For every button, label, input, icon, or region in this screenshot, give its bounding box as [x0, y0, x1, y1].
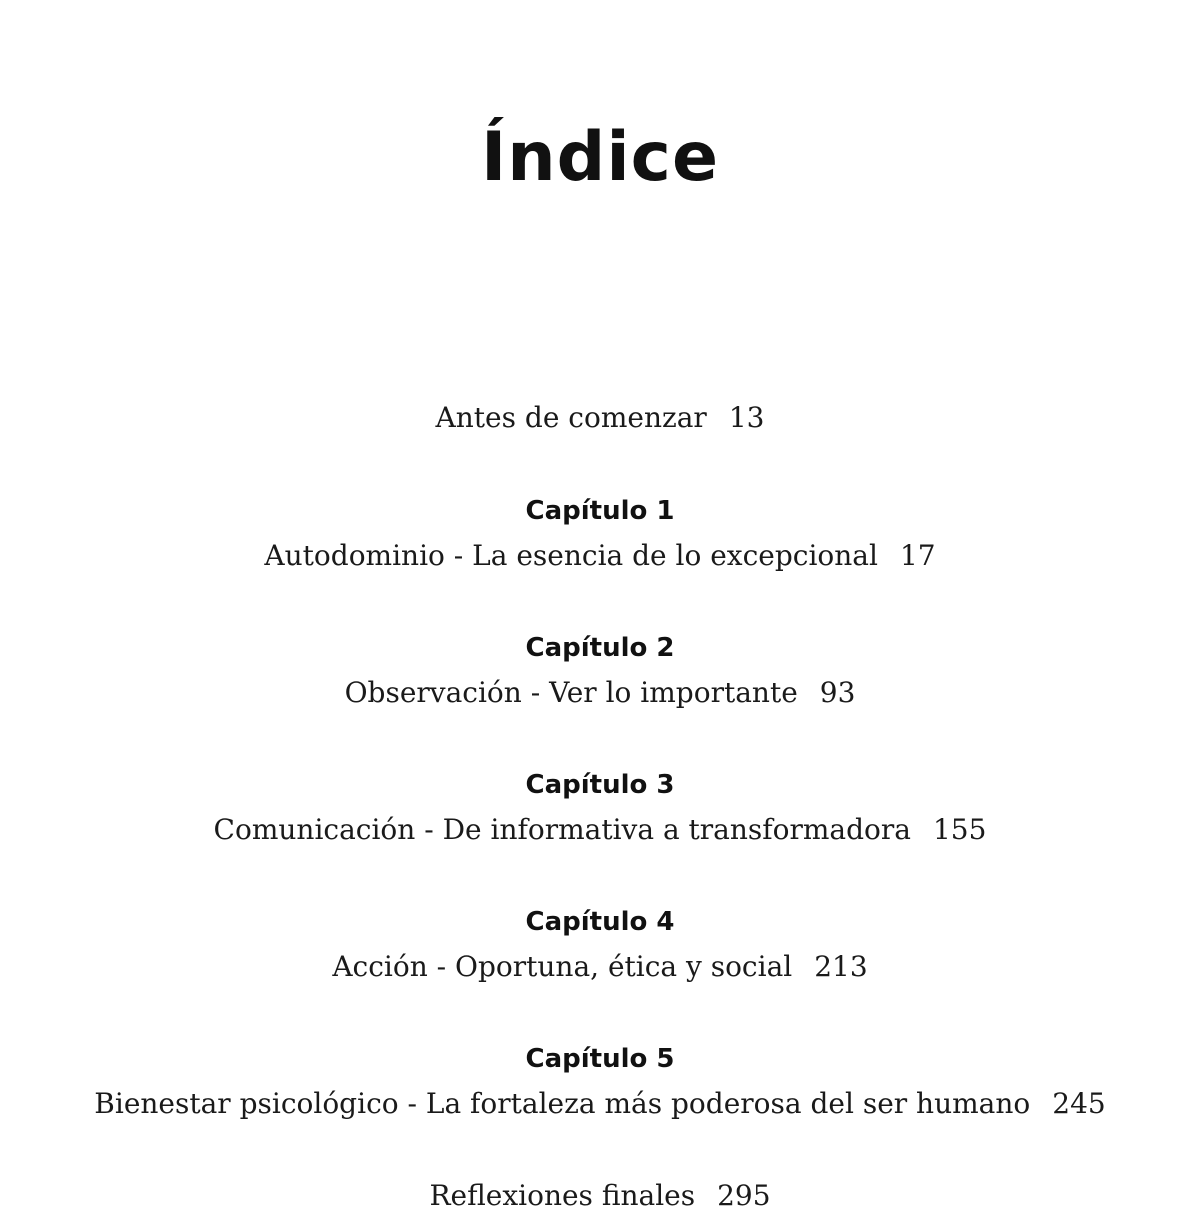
chapter-3-entry	[0, 813, 1200, 846]
chapter-page: 213	[814, 950, 868, 983]
chapter-title: Comunicación - De informativa a transformadora	[213, 813, 911, 846]
chapter-5-entry	[0, 1087, 1200, 1120]
toc-entry-page: 295	[717, 1179, 771, 1212]
toc-entry-label: Antes de comenzar	[435, 401, 707, 434]
chapter-5-label: Capítulo 5	[525, 1044, 675, 1074]
chapter-page: 93	[819, 676, 856, 709]
toc-entry-label: Reflexiones finales	[429, 1179, 696, 1212]
chapter-title: Autodominio - La esencia de lo excepcional	[264, 539, 878, 572]
chapter-page: 155	[932, 813, 987, 846]
chapter-page: 245	[1052, 1087, 1106, 1120]
chapter-page: 17	[899, 539, 936, 572]
chapter-4-label: Capítulo 4	[525, 907, 675, 937]
chapter-title: Observación - Ver lo importante	[344, 676, 798, 709]
toc-entry-page: 13	[728, 401, 765, 434]
chapter-2-entry	[0, 676, 1200, 709]
chapter-1-entry	[0, 539, 1200, 572]
chapter-title: Acción - Oportuna, ética y social	[332, 950, 793, 983]
chapter-1-label: Capítulo 1	[525, 496, 675, 526]
chapter-3-label: Capítulo 3	[525, 770, 675, 800]
page-title: Índice	[480, 117, 720, 197]
toc-entry-intro	[0, 401, 1200, 434]
chapter-2-label: Capítulo 2	[525, 633, 675, 663]
toc-entry-closing	[0, 1179, 1200, 1212]
chapter-4-entry	[0, 950, 1200, 983]
chapter-title: Bienestar psicológico - La fortaleza más poderosa del ser humano	[94, 1087, 1031, 1120]
